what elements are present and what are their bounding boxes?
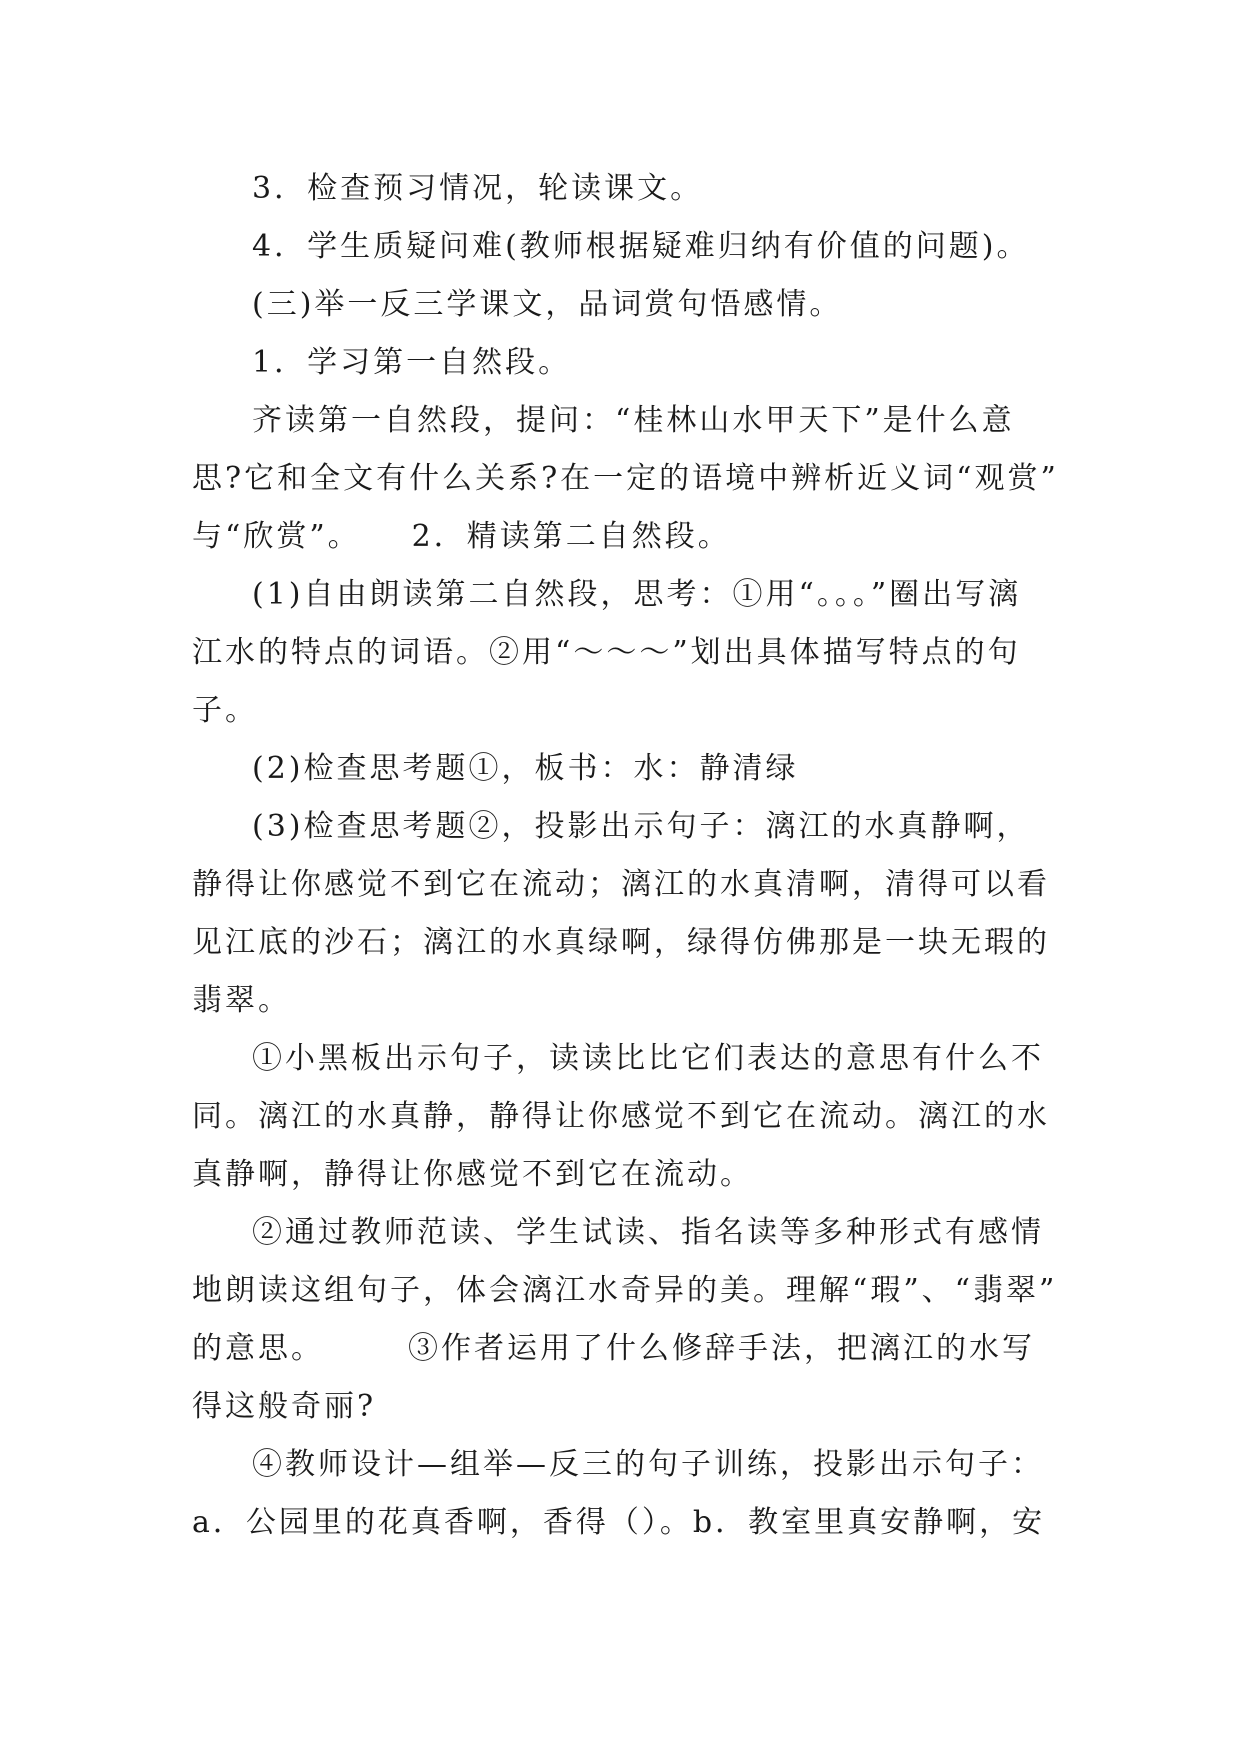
text-line: a．公园里的花真香啊，香得（）。b．教室里真安静啊，安 xyxy=(192,1505,1046,1540)
text-line: 3．检查预习情况，轮读课文。 xyxy=(252,171,704,206)
text-line: 江水的特点的词语。②用“～～～”划出具体描写特点的句 xyxy=(192,635,1021,670)
text-line: 与“欣赏”。 2．精读第二自然段。 xyxy=(192,519,731,554)
text-line: 同。漓江的水真静，静得让你感觉不到它在流动。漓江的水 xyxy=(192,1099,1050,1134)
text-line: (2)检查思考题①，板书：水：静清绿 xyxy=(252,751,799,786)
text-line: 4．学生质疑问难(教师根据疑难归纳有价值的问题)。 xyxy=(252,229,1030,264)
text-line: ④教师设计—组举—反三的句子训练，投影出示句子： xyxy=(252,1447,1044,1482)
text-line: ①小黑板出示句子，读读比比它们表达的意思有什么不 xyxy=(252,1041,1044,1076)
text-line: 1．学习第一自然段。 xyxy=(252,345,572,380)
text-line: 齐读第一自然段，提问：“桂林山水甲天下”是什么意 xyxy=(252,403,1015,438)
text-line: 真静啊，静得让你感觉不到它在流动。 xyxy=(192,1157,753,1192)
text-line: 子。 xyxy=(192,693,258,728)
text-line: (3)检查思考题②，投影出示句子：漓江的水真静啊， xyxy=(252,809,1030,844)
text-line: 思?它和全文有什么关系?在一定的语境中辨析近义词“观赏” xyxy=(192,461,1059,496)
text-line: 翡翠。 xyxy=(192,983,291,1018)
text-line: (三)举一反三学课文，品词赏句悟感情。 xyxy=(252,287,843,322)
document-body xyxy=(192,160,1062,1552)
text-line: (1)自由朗读第二自然段，思考：①用“。。。”圈出写漓 xyxy=(252,577,1022,612)
text-line: ②通过教师范读、学生试读、指名读等多种形式有感情 xyxy=(252,1215,1044,1250)
text-line: 的意思。 ③作者运用了什么修辞手法，把漓江的水写 xyxy=(192,1331,1035,1366)
text-line: 地朗读这组句子，体会漓江水奇异的美。理解“瑕”、“翡翠” xyxy=(192,1273,1058,1308)
text-line: 见江底的沙石；漓江的水真绿啊，绿得仿佛那是一块无瑕的 xyxy=(192,925,1050,960)
text-line: 静得让你感觉不到它在流动；漓江的水真清啊，清得可以看 xyxy=(192,867,1050,902)
text-line: 得这般奇丽? xyxy=(192,1389,377,1424)
